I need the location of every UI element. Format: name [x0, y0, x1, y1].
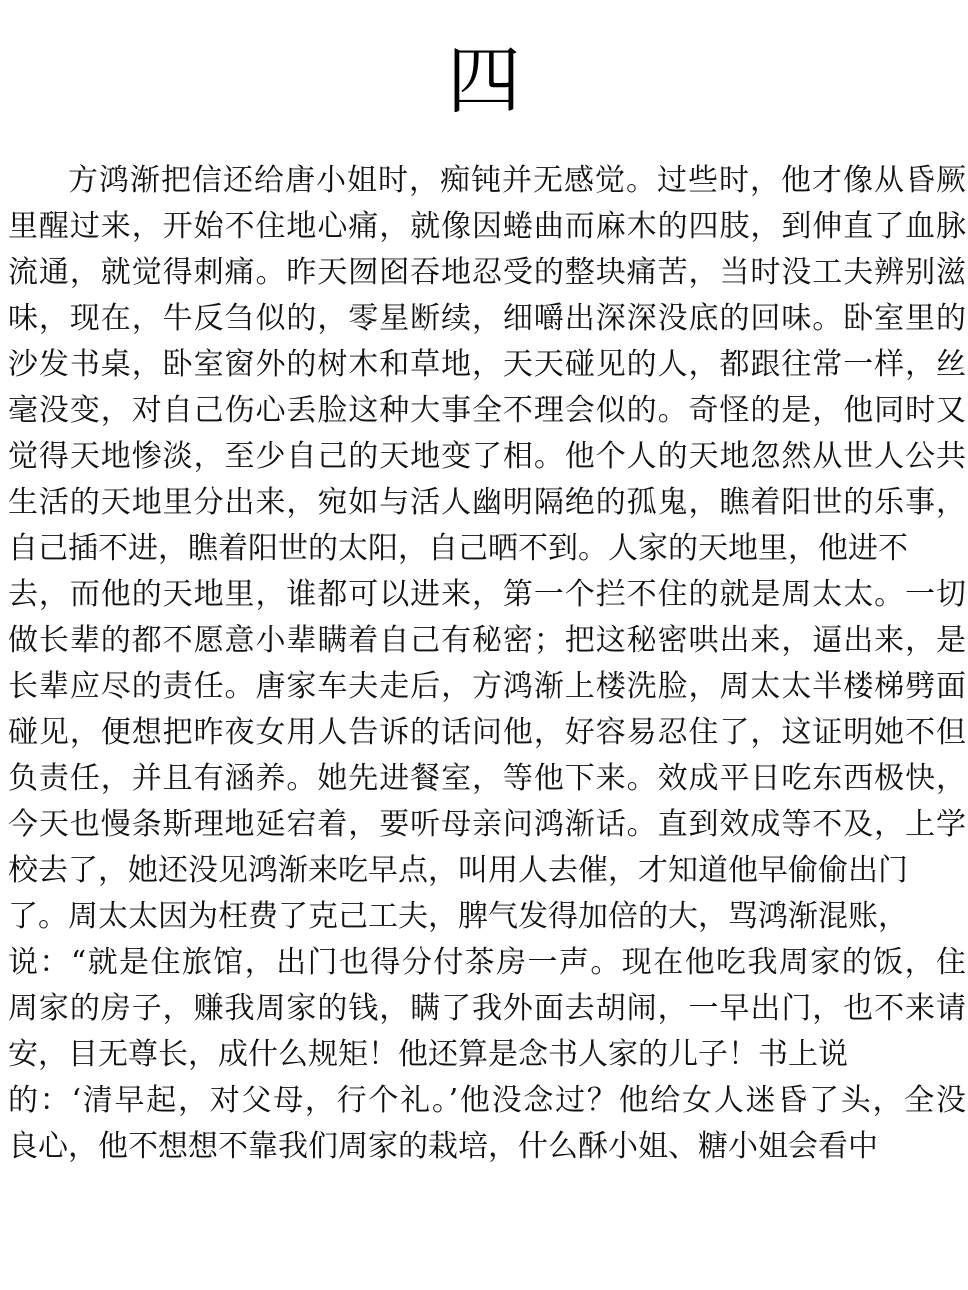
text-line: 觉得天地惨淡，至少自己的天地变了相。他个人的天地忽然从世人公共: [8, 439, 966, 474]
text-line: 里醒过来，开始不住地心痛，就像因蜷曲而麻木的四肢，到伸直了血脉: [8, 209, 966, 244]
text-line: 良心，他不想想不靠我们周家的栽培，什么酥小姐、糖小姐会看中: [8, 1129, 878, 1164]
text-line: 沙发书桌，卧室窗外的树木和草地，天天碰见的人，都跟往常一样，丝: [8, 347, 966, 382]
text-line: 负责任，并且有涵养。她先进餐室，等他下来。效成平日吃东西极快，: [8, 761, 966, 796]
text-line: 去，而他的天地里，谁都可以进来，第一个拦不住的就是周太太。一切: [8, 577, 966, 612]
text-line: 说：“就是住旅馆，出门也得分付茶房一声。现在他吃我周家的饭，住: [8, 945, 966, 980]
text-line: 了。周太太因为枉费了克己工夫，脾气发得加倍的大，骂鸿渐混账，: [8, 899, 908, 934]
text-line: 今天也慢条斯理地延宕着，要听母亲问鸿渐话。直到效成等不及，上学: [8, 807, 966, 842]
body-text: [8, 158, 966, 1170]
text-line: 的：‘清早起，对父母，行个礼。’他没念过？他给女人迷昏了头，全没: [8, 1083, 966, 1118]
text-line: 长辈应尽的责任。唐家车夫走后，方鸿渐上楼洗脸，周太太半楼梯劈面: [8, 669, 966, 704]
text-line: 校去了，她还没见鸿渐来吃早点，叫用人去催，才知道他早偷偷出门: [8, 853, 908, 888]
text-line: 做长辈的都不愿意小辈瞒着自己有秘密；把这秘密哄出来，逼出来，是: [8, 623, 966, 658]
chapter-title: 四: [447, 38, 521, 124]
text-line: 安，目无尊长，成什么规矩！他还算是念书人家的儿子！书上说: [8, 1037, 848, 1072]
text-line: 生活的天地里分出来，宛如与活人幽明隔绝的孤鬼，瞧着阳世的乐事，: [8, 485, 966, 520]
text-line: 自己插不进，瞧着阳世的太阳，自己晒不到。人家的天地里，他进不: [8, 531, 908, 566]
text-line: 碰见，便想把昨夜女用人告诉的话问他，好容易忍住了，这证明她不但: [8, 715, 966, 750]
text-line: 流通，就觉得刺痛。昨天囫囵吞地忍受的整块痛苦，当时没工夫辨别滋: [8, 255, 966, 290]
text-line: 味，现在，牛反刍似的，零星断续，细嚼出深深没底的回味。卧室里的: [8, 301, 966, 336]
text-line: 方鸿渐把信还给唐小姐时，痴钝并无感觉。过些时，他才像从昏厥: [68, 163, 966, 198]
text-line: 毫没变，对自己伤心丢脸这种大事全不理会似的。奇怪的是，他同时又: [8, 393, 966, 428]
text-line: 周家的房子，赚我周家的钱，瞒了我外面去胡闹，一早出门，也不来请: [8, 991, 966, 1026]
